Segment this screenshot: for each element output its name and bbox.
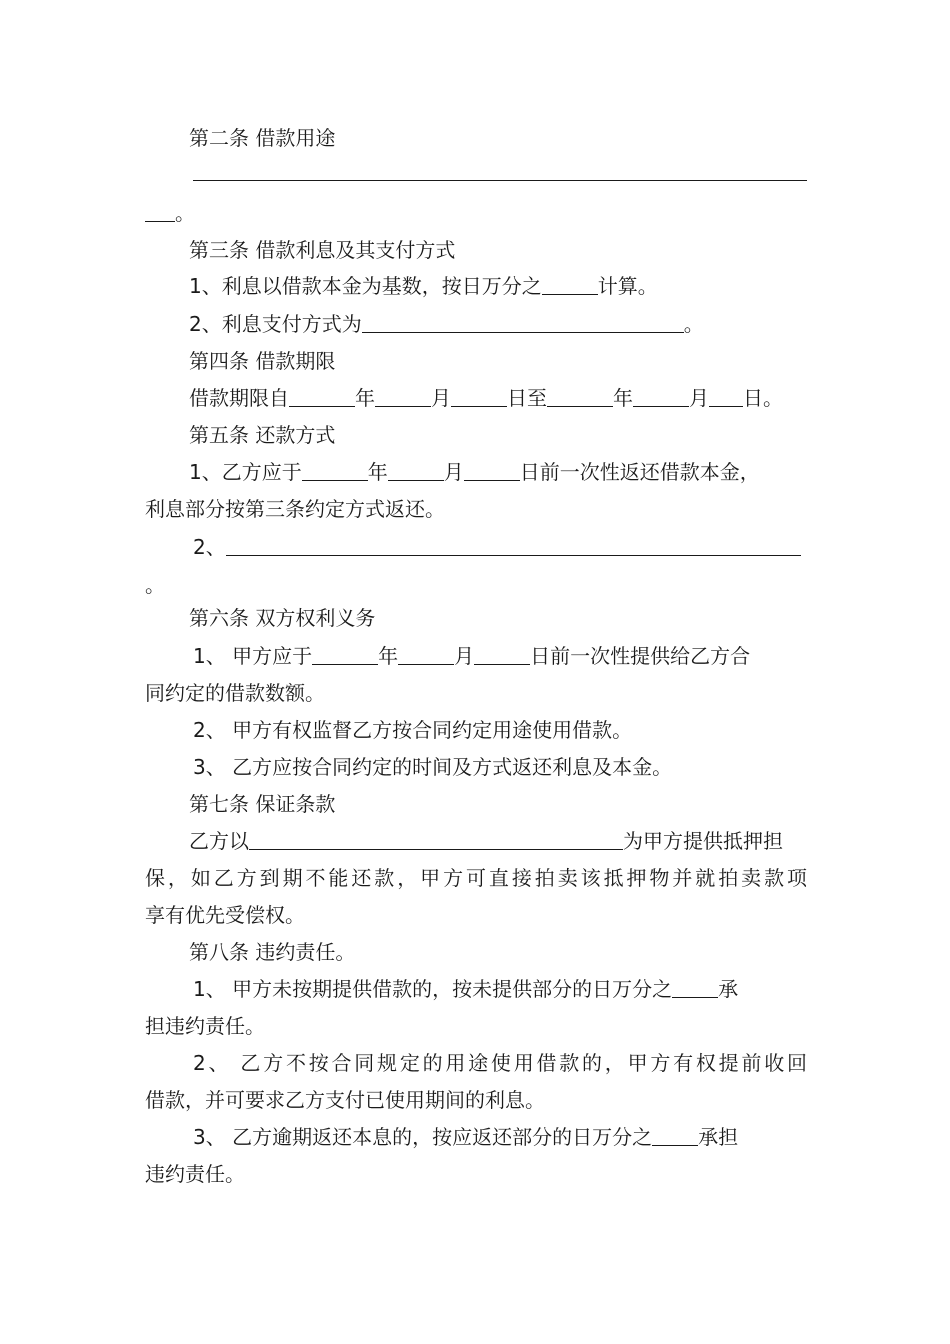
interest-rate-blank[interactable] [542, 274, 598, 295]
article-3-heading: 第三条 借款利息及其支付方式 [189, 238, 456, 262]
article-3-item-1: 1、利息以借款本金为基数，按日万分之 计算。 [189, 274, 658, 298]
article-6-item-1-cont: 同约定的借款数额。 [145, 681, 325, 705]
article-8-item-1-cont: 担违约责任。 [145, 1014, 265, 1038]
article-7-para: 乙方以 为甲方提供抵押担 [189, 829, 783, 853]
article-2-blank-cont: 。 [145, 198, 807, 228]
article-4-term: 借款期限自 年 月 日至 年 月 日。 [189, 386, 783, 410]
penalty-rate-lender-blank[interactable] [672, 977, 718, 998]
penalty-rate-borrower-blank[interactable] [652, 1125, 698, 1146]
end-day-blank[interactable] [709, 386, 743, 407]
article-5-item-2-blank[interactable] [226, 535, 801, 556]
start-year-blank[interactable] [289, 386, 355, 407]
article-7-heading: 第七条 保证条款 [189, 792, 336, 816]
article-3-item-2: 2、利息支付方式为 。 [189, 312, 704, 336]
start-day-blank[interactable] [451, 386, 507, 407]
end-month-blank[interactable] [633, 386, 689, 407]
article-5-item-2: 2、 [193, 532, 807, 562]
article-5-item-1: 1、乙方应于 年 月 日前一次性返还借款本金， [189, 460, 760, 484]
article-8-heading: 第八条 违约责任。 [189, 940, 356, 964]
article-2-blank[interactable] [145, 201, 175, 222]
lend-month-blank[interactable] [398, 644, 454, 665]
collateral-blank[interactable] [249, 829, 623, 850]
article-5-item-2-tail: 。 [145, 573, 165, 597]
repay-month-blank[interactable] [388, 460, 444, 481]
repay-year-blank[interactable] [302, 460, 368, 481]
article-7-para-cont-2: 享有优先受偿权。 [145, 903, 305, 927]
article-8-item-2-cont: 借款，并可要求乙方支付已使用期间的利息。 [145, 1088, 545, 1112]
article-6-item-1: 1、 甲方应于 年 月 日前一次性提供给乙方合 [193, 644, 751, 668]
lend-year-blank[interactable] [312, 644, 378, 665]
article-5-item-1-cont: 利息部分按第三条约定方式返还。 [145, 497, 445, 521]
article-4-heading: 第四条 借款期限 [189, 349, 336, 373]
payment-method-blank[interactable] [362, 312, 684, 333]
article-7-para-cont-1: 保，如乙方到期不能还款，甲方可直接拍卖该抵押物并就拍卖款项 [145, 866, 807, 890]
end-year-blank[interactable] [547, 386, 613, 407]
article-6-item-3: 3、 乙方应按合同约定的时间及方式返还利息及本金。 [193, 755, 673, 779]
article-8-item-1: 1、 甲方未按期提供借款的，按未提供部分的日万分之 承 [193, 977, 739, 1001]
article-6-item-2: 2、 甲方有权监督乙方按合同约定用途使用借款。 [193, 718, 633, 742]
article-6-heading: 第六条 双方权利义务 [189, 606, 376, 630]
article-8-item-3-cont: 违约责任。 [145, 1162, 245, 1186]
article-2-heading: 第二条 借款用途 [189, 126, 336, 150]
lend-day-blank[interactable] [474, 644, 530, 665]
article-8-item-2: 2、 乙方不按合同规定的用途使用借款的，甲方有权提前收回 [193, 1051, 807, 1075]
article-8-item-3: 3、 乙方逾期返还本息的，按应返还部分的日万分之 承担 [193, 1125, 739, 1149]
start-month-blank[interactable] [375, 386, 431, 407]
article-2-blank-line[interactable] [193, 180, 807, 181]
article-5-heading: 第五条 还款方式 [189, 423, 336, 447]
repay-day-blank[interactable] [464, 460, 520, 481]
